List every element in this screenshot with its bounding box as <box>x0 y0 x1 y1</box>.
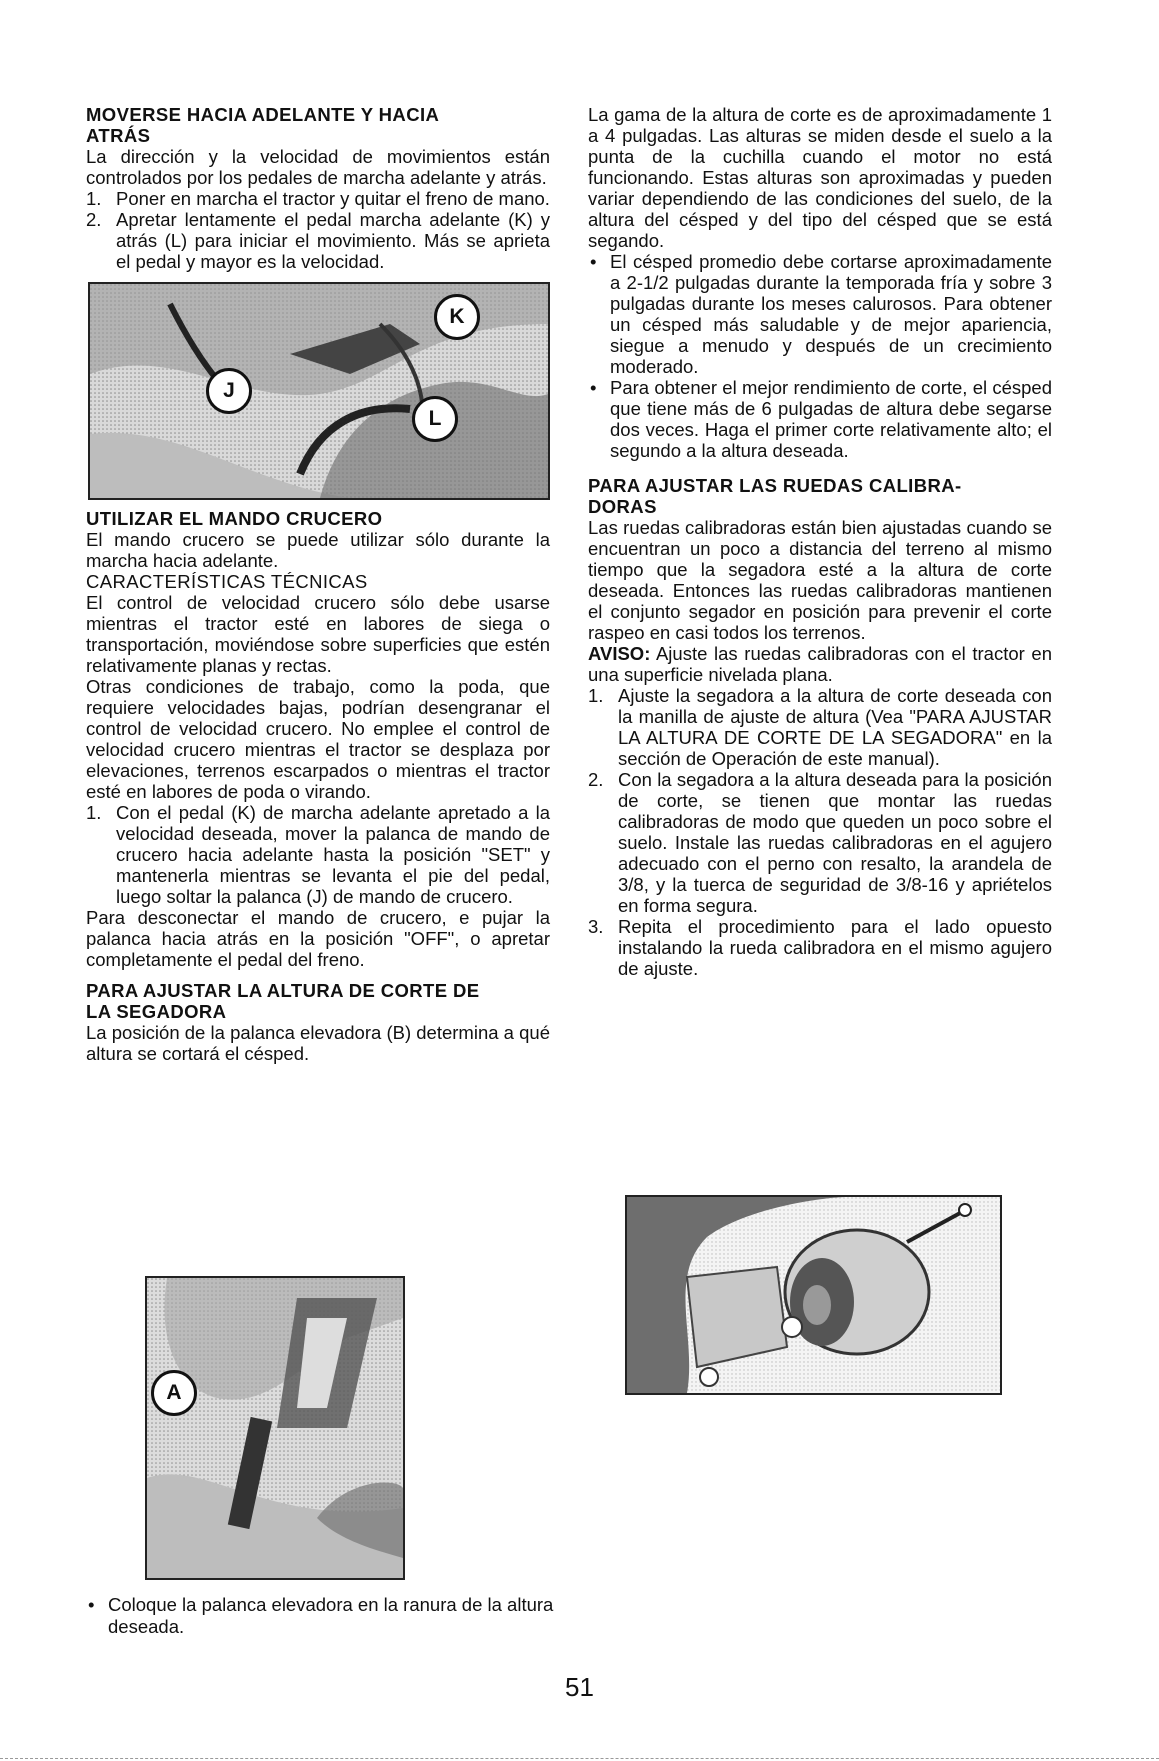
callout-a: A <box>151 1370 197 1416</box>
callout-l: L <box>412 396 458 442</box>
step-item: 2. Con la segadora a la altura deseada para la posición de corte, se tienen que montar las ruedas calibradoras de modo que queden un poco sobre el suelo. Instale las ruedas calibradoras en el agujero adecuado con el perno con resalto, la arandela de 3/8, y la tuerca de seguridad de 3/8-16 y apriételos en forma segura. <box>588 769 1052 916</box>
bullets-mowing-tips <box>588 251 1052 461</box>
steps-move <box>86 188 550 272</box>
right-column <box>588 104 1052 979</box>
bottom-scan-line <box>0 1758 1159 1759</box>
page-number: 51 <box>565 1672 594 1702</box>
aviso-label: AVISO: <box>588 643 651 664</box>
steps-gauge-wheels <box>588 685 1052 979</box>
figure-pedals-lever <box>88 282 550 500</box>
step-item: 1. Con el pedal (K) de marcha adelante apretado a la velocidad deseada, mover la palanca de mando de crucero hacia adelante hasta la posición "SET" y mantenerla mientras se levanta el pie del pedal, luego soltar la palanca (J) de mando de crucero. <box>86 802 550 907</box>
callout-j: J <box>206 368 252 414</box>
paragraph-height-range: La gama de la altura de corte es de aproximadamente 1 a 4 pulgadas. Las alturas se miden desde el suelo a la punta de la cuchilla cuando el motor no está funcionando. Estas alturas son aproximadas y pueden variar dependiendo de las condiciones del suelo, de la altura del césped y del tipo del césped que se está segando. <box>588 104 1052 251</box>
paragraph-gauge-wheels: Las ruedas calibradoras están bien ajustadas cuando se encuentran un poco a distancia del terreno al mismo tiempo que la segadora esté a la altura de corte deseada. Entonces las ruedas calibradoras mantienen el conjunto segador en posición para prevenir el corte raspeo en casi todos los terrenos. <box>588 517 1052 643</box>
step-item: 3. Repita el procedimiento para el lado opuesto instalando la rueda calibradora en el mismo agujero de ajuste. <box>588 916 1052 979</box>
paragraph-aviso: AVISO: Ajuste las ruedas calibradoras con el tractor en una superficie nivelada plana. <box>588 643 1052 685</box>
bullet-item: • Para obtener el mejor rendimiento de corte, el césped que tiene más de 6 pulgadas de altura debe segarse dos veces. Haga el primer corte relativamente alto; el segundo a la altura deseada. <box>590 377 1052 461</box>
paragraph-cruise-conditions: Otras condiciones de trabajo, como la poda, que requiere velocidades bajas, podrían desengranar el control de velocidad crucero. No emplee el control de velocidad crucero mientras el tractor se desplaza por elevaciones, terrenos escarpados o mientras el tractor esté en labores de poda o virando. <box>86 676 550 802</box>
bullet-item: • El césped promedio debe cortarse aproximadamente a 2-1/2 pulgadas durante la temporada fría y sobre 3 pulgadas durante los meses calurosos. Para obtener un césped más saludable y de mejor apariencia, siegue a menudo y después de un crecimiento moderado. <box>590 251 1052 377</box>
step-item: 2. Apretar lentamente el pedal marcha adelante (K) y atrás (L) para iniciar el movimiento. Más se aprieta el pedal y mayor es la velocidad. <box>86 209 550 272</box>
figure-gauge-wheel <box>625 1195 1002 1395</box>
paragraph-cruise-disconnect: Para desconectar el mando de crucero, e pujar la palanca hacia atrás en la posición "OFF", o apretar completamente el pedal del freno. <box>86 907 550 970</box>
steps-cruise <box>86 802 550 907</box>
left-column <box>86 104 550 1064</box>
heading-gauge-wheels: PARA AJUSTAR LAS RUEDAS CALIBRA- DORAS <box>588 475 962 517</box>
callout-k: K <box>434 294 480 340</box>
bullet-item: • Coloque la palanca elevadora en la ranura de la altura deseada. <box>88 1594 554 1637</box>
step-item: 1. Poner en marcha el tractor y quitar el freno de mano. <box>86 188 550 209</box>
lift-lever-illustration <box>147 1278 403 1578</box>
heading-cutting-height: PARA AJUSTAR LA ALTURA DE CORTE DE LA SEGADORA <box>86 980 480 1022</box>
heading-move-forward-back: MOVERSE HACIA ADELANTE Y HACIA ATRÁS <box>86 104 440 146</box>
gauge-wheel-illustration <box>627 1197 1000 1393</box>
step-item: 1. Ajuste la segadora a la altura de corte deseada con la manilla de ajuste de altura (Vea "PARA AJUSTAR LA ALTURA DE CORTE DE LA SEGADORA" en la sección de Operación de este manual). <box>588 685 1052 769</box>
paragraph-cruise-usage: El control de velocidad crucero sólo debe usarse mientras el tractor esté en labores de siega o transportación, moviéndose sobre superficies que estén relativamente planas y rectas. <box>86 592 550 676</box>
paragraph-lift-lever: La posición de la palanca elevadora (B) determina a qué altura se cortará el césped. <box>86 1022 550 1064</box>
bullet-lift-lever <box>86 1594 556 1638</box>
figure-lift-lever <box>145 1276 405 1580</box>
subheading-technical: CARACTERÍSTICAS TÉCNICAS <box>86 571 368 592</box>
paragraph-cruise-intro: El mando crucero se puede utilizar sólo durante la marcha hacia adelante. <box>86 529 550 571</box>
heading-cruise-control: UTILIZAR EL MANDO CRUCERO <box>86 508 383 529</box>
paragraph-direction: La dirección y la velocidad de movimientos están controlados por los pedales de marcha adelante y atrás. <box>86 146 550 188</box>
